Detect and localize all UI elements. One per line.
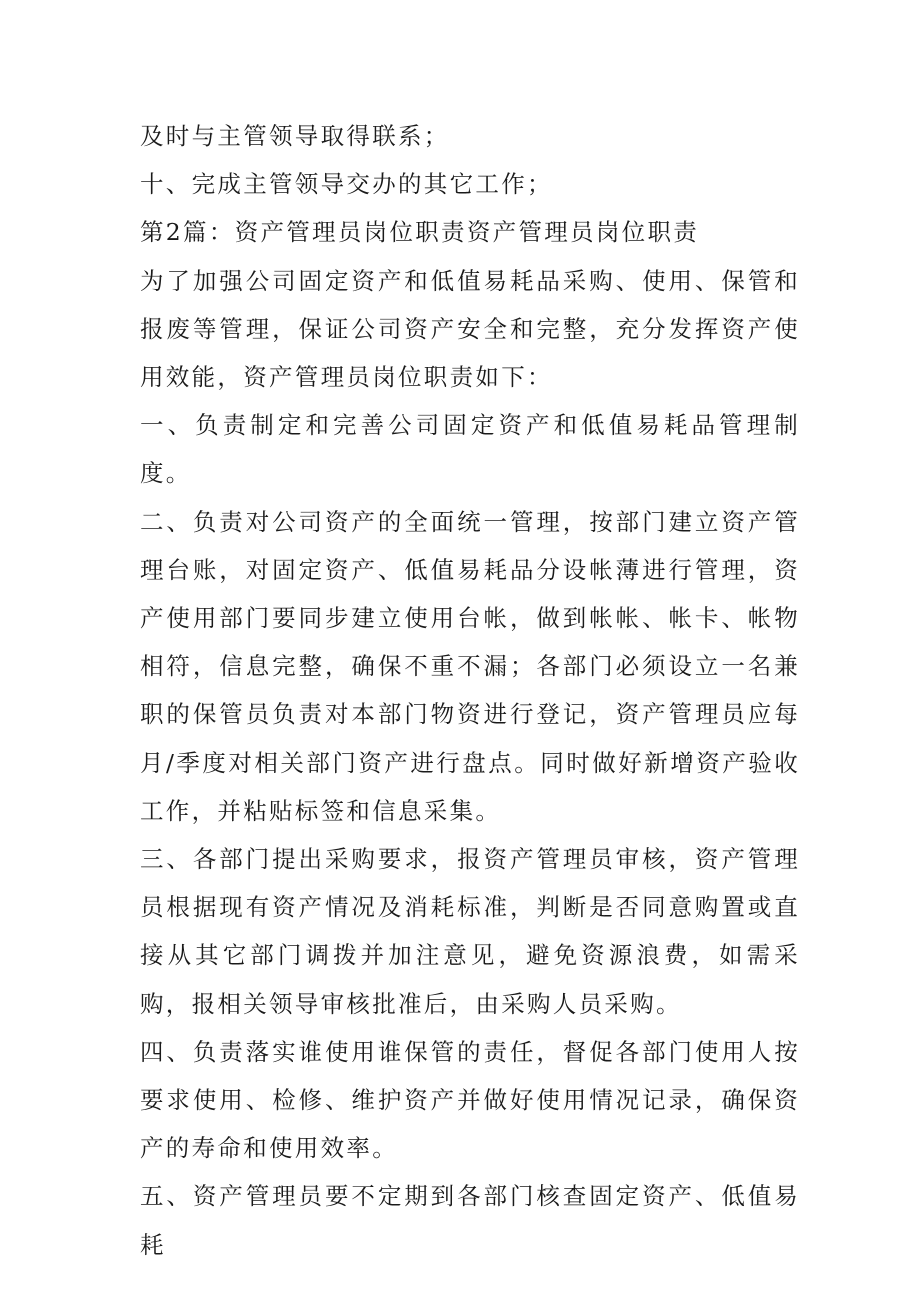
paragraph-intro: 为了加强公司固定资产和低值易耗品采购、使用、保管和报废等管理，保证公司资产安全和完整，充分发挥资产使用效能，资产管理员岗位职责如下： bbox=[140, 266, 800, 392]
document-body bbox=[140, 112, 800, 1269]
paragraph-1: 及时与主管领导取得联系； bbox=[140, 122, 450, 150]
paragraph-2: 十、完成主管领导交办的其它工作； bbox=[140, 170, 553, 199]
section-heading: 第2篇：资产管理员岗位职责资产管理员岗位职责 bbox=[140, 218, 700, 247]
paragraph-item-3: 三、各部门提出采购要求，报资产管理员审核，资产管理员根据现有资产情况及消耗标准，判断是否同意购置或直接从其它部门调拨并加注意见，避免资源浪费，如需采购，报相关领导审核批准后，由采购人员采购。 bbox=[140, 845, 800, 1018]
paragraph-item-4: 四、负责落实谁使用谁保管的责任，督促各部门使用人按要求使用、检修、维护资产并做好使用情况记录，确保资产的寿命和使用效率。 bbox=[140, 1037, 800, 1163]
paragraph-item-1: 一、负责制定和完善公司固定资产和低值易耗品管理制度。 bbox=[140, 411, 800, 488]
paragraph-item-5: 五、资产管理员要不定期到各部门核查固定资产、低值易耗 bbox=[140, 1182, 800, 1259]
paragraph-item-2: 二、负责对公司资产的全面统一管理，按部门建立资产管理台账，对固定资产、低值易耗品分设帐薄进行管理，资产使用部门要同步建立使用台帐，做到帐帐、帐卡、帐物相符，信息完整，确保不重不漏；各部门必须设立一名兼职的保管员负责对本部门物资进行登记，资产管理员应每月/季度对相关部门资产进行盘点。同时做好新增资产验收工作，并粘贴标签和信息采集。 bbox=[140, 507, 800, 825]
